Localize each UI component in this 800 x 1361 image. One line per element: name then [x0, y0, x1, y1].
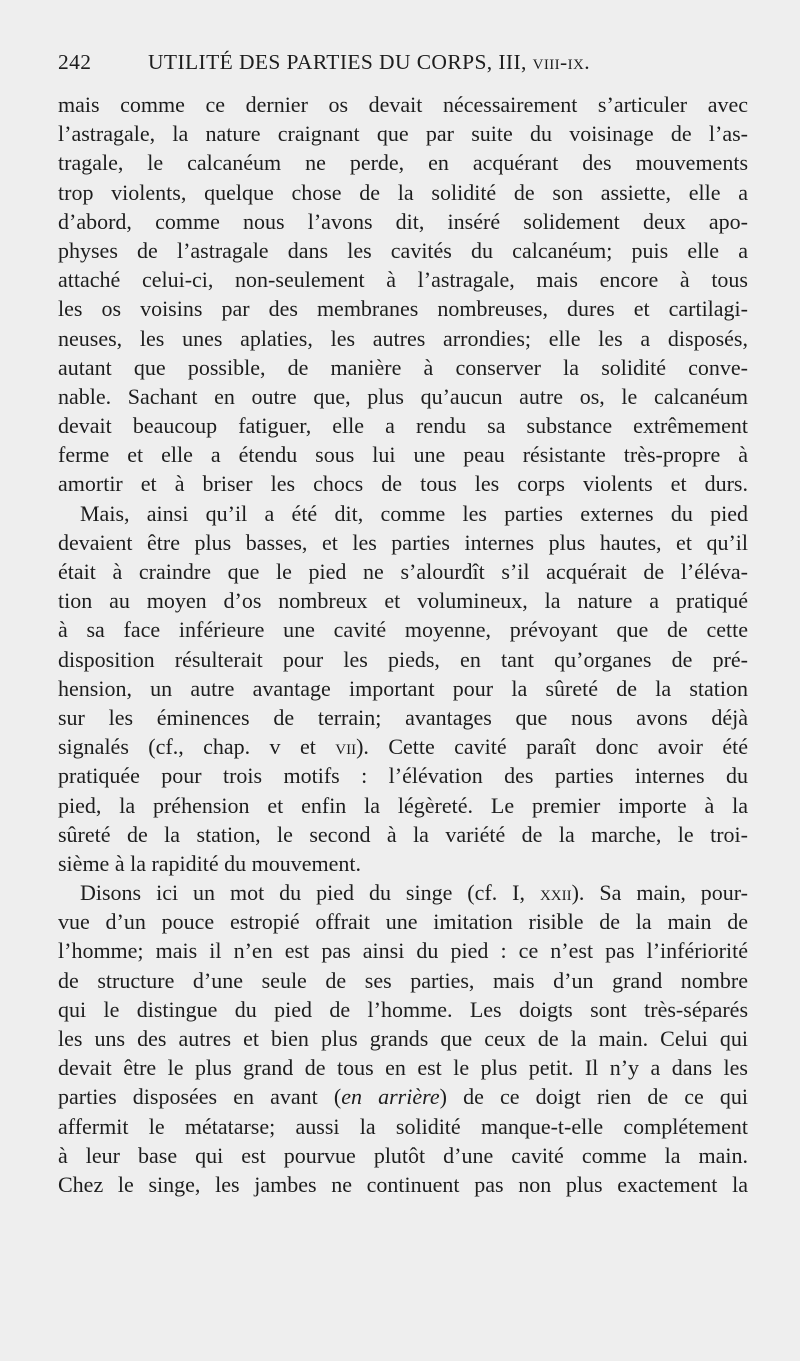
text-line	[58, 324, 748, 353]
page-number: 242	[58, 50, 92, 74]
text-line	[58, 849, 748, 878]
text-segment: tragale, le calcanéum ne perde, en acquérant des mouvements	[58, 150, 748, 176]
text-line	[58, 615, 748, 644]
text-line	[58, 178, 748, 207]
text-line	[58, 1053, 748, 1082]
text-segment: autant que possible, de manière à conserver la solidité conve-	[58, 354, 748, 380]
text-segment: physes de l’astragale dans les cavités du calcanéum; puis elle a	[58, 237, 748, 263]
text-segment: ferme et elle a étendu sous lui une peau résistante très-propre à	[58, 442, 748, 468]
text-line	[58, 995, 748, 1024]
text-line	[58, 90, 748, 119]
text-line	[58, 645, 748, 674]
text-segment: pied, la préhension et enfin la légèreté. Le premier importe à la	[58, 792, 748, 818]
smallcaps-text: xxii	[539, 880, 572, 906]
text-segment: devait être le plus grand de tous en est le plus petit. Il n’y a dans les	[58, 1055, 748, 1081]
text-line	[58, 382, 748, 411]
text-line	[58, 586, 748, 615]
text-segment: affermit le métatarse; aussi la solidité manque-t-elle complétement	[58, 1113, 748, 1139]
text-line	[58, 1082, 748, 1111]
text-line	[58, 236, 748, 265]
text-line	[58, 440, 748, 469]
text-segment: était à craindre que le pied ne s’alourdît s’il acquérait de l’éléva-	[58, 559, 748, 584]
text-segment: vue d’un pouce estropié offrait une imitation risible de la main de	[58, 909, 748, 935]
text-line	[58, 1024, 748, 1053]
text-line	[58, 119, 748, 148]
text-line	[58, 528, 748, 557]
text-segment: sur les éminences de terrain; avantages que nous avons déjà	[58, 704, 748, 730]
text-line	[58, 732, 748, 761]
text-segment: devait beaucoup fatiguer, elle a rendu sa substance extrêmement	[58, 413, 748, 439]
text-segment: sûreté de la station, le second à la variété de la marche, le troi-	[58, 821, 748, 847]
text-line	[58, 820, 748, 849]
text-line	[58, 265, 748, 294]
text-segment: trop violents, quelque chose de la solidité de son assiette, elle a	[58, 179, 748, 205]
text-line	[58, 1141, 748, 1170]
text-segment: les uns des autres et bien plus grands que ceux de la main. Celui qui	[58, 1026, 748, 1051]
page-header	[58, 50, 748, 84]
text-line	[58, 703, 748, 732]
text-segment: Chez le singe, les jambes ne continuent pas non plus exactement la	[58, 1171, 748, 1197]
text-line	[58, 207, 748, 236]
text-segment: les os voisins par des membranes nombreuses, dures et cartilagi-	[58, 296, 748, 322]
text-segment: parties disposées en avant (	[58, 1084, 342, 1110]
text-segment: l’astragale, la nature craignant que par suite du voisinage de l’as-	[58, 121, 748, 147]
running-title-main: UTILITÉ DES PARTIES DU CORPS, III,	[148, 50, 527, 74]
text-segment: ). Cette cavité paraît donc avoir été	[356, 734, 748, 760]
text-line	[58, 791, 748, 820]
text-line	[58, 499, 748, 528]
text-line	[58, 411, 748, 440]
text-segment: nable. Sachant en outre que, plus qu’aucun autre os, le calcanéum	[58, 383, 748, 409]
text-line	[58, 557, 748, 586]
text-line	[58, 761, 748, 790]
text-line	[58, 966, 748, 995]
text-segment: ) de ce doigt rien de ce qui	[439, 1084, 748, 1110]
text-segment: disposition résulterait pour les pieds, en tant qu’organes de pré-	[58, 646, 748, 672]
text-segment: d’abord, comme nous l’avons dit, inséré solidement deux apo-	[58, 208, 748, 234]
text-segment: l’homme; mais il n’en est pas ainsi du pied : ce n’est pas l’infériorité	[58, 938, 748, 964]
text-line	[58, 1112, 748, 1141]
text-line	[58, 469, 748, 498]
body-text	[58, 90, 748, 1199]
text-line	[58, 674, 748, 703]
text-line	[58, 878, 748, 907]
text-segment: Disons ici un mot du pied du singe (cf. I,	[80, 880, 540, 906]
smallcaps-text: vii	[335, 734, 357, 760]
running-title-chapters: viii-ix.	[532, 50, 590, 74]
text-segment: attaché celui-ci, non-seulement à l’astragale, mais encore à tous	[58, 267, 748, 293]
running-title	[148, 50, 590, 75]
text-segment: à leur base qui est pourvue plutôt d’une cavité comme la main.	[58, 1142, 748, 1168]
text-line	[58, 1170, 748, 1199]
text-segment: neuses, les unes aplaties, les autres arrondies; elle les a disposés,	[58, 325, 748, 351]
text-segment: Mais, ainsi qu’il a été dit, comme les parties externes du pied	[80, 500, 748, 526]
text-segment: tion au moyen d’os nombreux et volumineux, la nature a pratiqué	[58, 588, 748, 614]
text-segment: ). Sa main, pour-	[571, 880, 748, 906]
text-line	[58, 294, 748, 323]
text-segment: pratiquée pour trois motifs : l’élévation des parties internes du	[58, 763, 748, 789]
text-segment: hension, un autre avantage important pour la sûreté de la station	[58, 675, 748, 701]
text-segment: amortir et à briser les chocs de tous les corps violents et durs.	[58, 471, 748, 497]
text-line	[58, 936, 748, 965]
italic-text: en arrière	[341, 1084, 440, 1110]
text-segment: devaient être plus basses, et les parties internes plus hautes, et qu’il	[58, 529, 748, 555]
text-segment: qui le distingue du pied de l’homme. Les doigts sont très-séparés	[58, 996, 748, 1022]
text-line	[58, 353, 748, 382]
text-line	[58, 907, 748, 936]
text-segment: sième à la rapidité du mouvement.	[58, 850, 362, 876]
text-segment: de structure d’une seule de ses parties, mais d’un grand nombre	[58, 967, 748, 993]
text-segment: signalés (cf., chap. v et	[58, 734, 336, 760]
text-line	[58, 148, 748, 177]
text-segment: à sa face inférieure une cavité moyenne, prévoyant que de cette	[58, 617, 748, 643]
text-segment: mais comme ce dernier os devait nécessairement s’articuler avec	[58, 92, 748, 117]
